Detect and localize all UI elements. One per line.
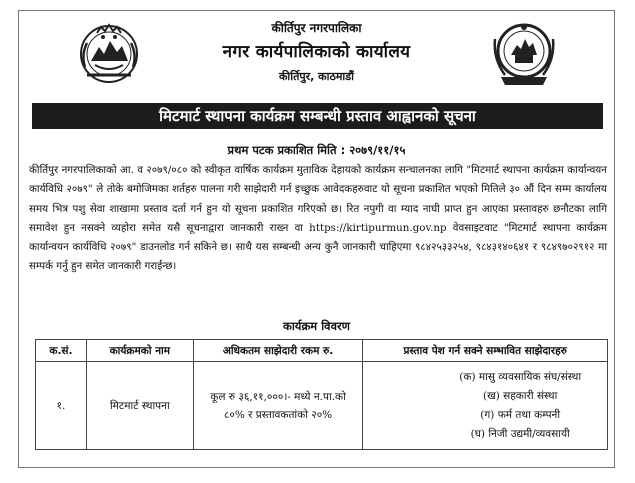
header-sn: क.सं. [36, 340, 87, 362]
header-max-amount: अधिकतम साझेदारी रकम रु. [193, 340, 363, 362]
notice-body-text: कीर्तिपुर नगरपालिकाको आ. व २०७९/०८० को स्वीकृत वार्षिक कार्यक्रम मुताविक देहायको कार्यक्रम सन्चालनका लागि "मिटमार्ट स्थापना कार्यक्रम कार्यान्वयन कार्यविधि २०७९" ले तोके बमोजिमका शर्तहरु पालना गरी साझेदारी गर्न इच्छुक आवेदकहरुवाट यो सूचना प्रकाशित भएको मितिले ३० औं दिन सम्म कार्यालय समय भित्र पशु सेवा शाखामा प्रस्ताव दर्ता गर्न हुन यो सूचना प्रकाशित गरिएको छ। रित नपुगी वा म्याद नाघी प्राप्त हुन आएका प्रस्तावहरु छनौटका लागि समावेश हुन नसक्ने व्यहोरा समेत यसै सूचनाद्वारा जानकारी राख्न वा https://kirtipurmun.gov.np वेवसाइटवाट "मिटमार्ट स्थापना कार्यक्रम कार्यान्वयन कार्यविधि २०७९" डाउनलोड गर्न सकिने छ। साथै यस सम्बन्धी अन्य कुनै जानकारी चाहिएमा ९८४२५३३२५४, ९८४३१४०६४१ र ९८४९७०२९१२ मा सम्पर्क गर्नु हुन समेत जानकारी गराईन्छ। [29, 164, 607, 273]
header-program-name: कार्यक्रमको नाम [86, 340, 193, 362]
program-table-title: कार्यक्रम विवरण [283, 319, 350, 333]
org-name: कीर्तिपुर नगरपालिका [271, 21, 362, 35]
amount-line-2: ८०% र प्रस्तावकतांको २०% [223, 408, 333, 421]
partner-item: (ग) फर्म तथा कम्पनी [480, 408, 561, 421]
row-amount [193, 362, 363, 450]
program-table [35, 339, 608, 450]
notice-header [19, 11, 614, 101]
header-potential-partners: प्रस्ताव पेश गर्न सक्ने सम्भावित साझेदारहरु [363, 340, 608, 362]
row-partners [363, 362, 608, 450]
notice-title: मिटमार्ट स्थापना कार्यक्रम सम्बन्धी प्रस्ताव आह्वानको सूचना [32, 103, 603, 129]
table-row [36, 362, 608, 450]
amount-line-1: कूल रु ३६,११,०००।- मध्ये न.पा.को [210, 390, 346, 403]
notice-page [18, 10, 615, 468]
partner-item: (ख) सहकारी संस्था [483, 389, 558, 402]
table-header-row [36, 340, 608, 362]
row-sn: १. [36, 362, 87, 450]
office-name: नगर कार्यपालिकाको कार्यालय [222, 42, 411, 62]
published-date: प्रथम पटक प्रकाशित मिति : २०७९/११/१५ [227, 143, 406, 157]
partner-item: (घ) निजी उद्यमी/व्यवसायी [470, 427, 570, 440]
municipality-logo-icon [491, 19, 557, 87]
row-program-name: मिटमार्ट स्थापना [86, 362, 193, 450]
partner-item: (क) मासु व्यवसायिक संघ/संस्था [459, 370, 582, 383]
office-address: कीर्तिपुर, काठमाडौं [278, 70, 355, 83]
